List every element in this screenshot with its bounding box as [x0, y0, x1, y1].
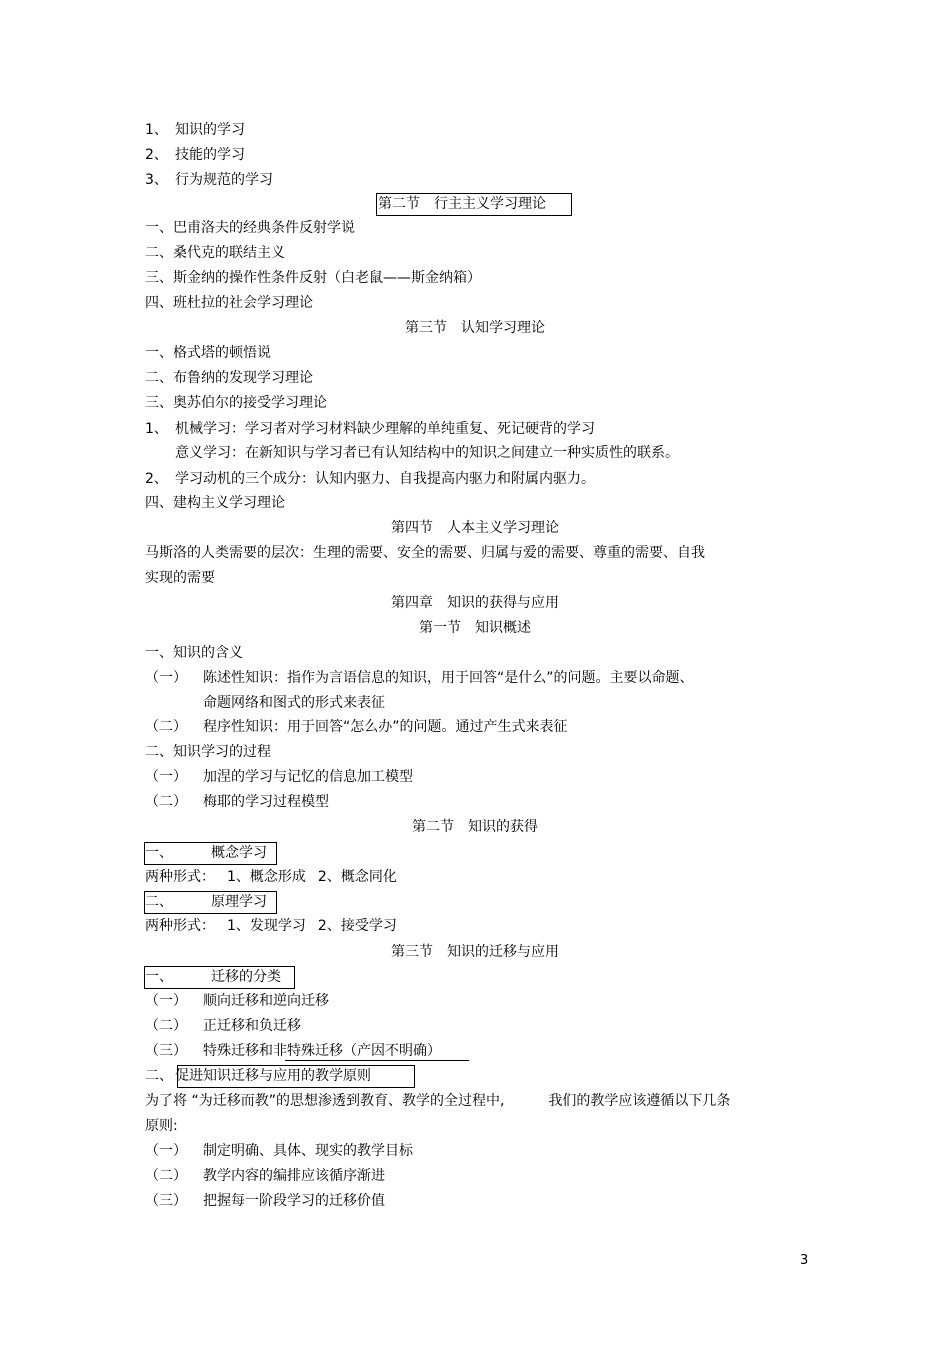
paragraph-line: 马斯洛的人类需要的层次：生理的需要、安全的需要、归属与爱的需要、尊重的需要、自我	[145, 545, 705, 561]
paragraph-line: 意义学习：在新知识与学习者已有认知结构中的知识之间建立一种实质性的联系。	[175, 445, 679, 461]
list-item: 一、格式塔的顿悟说	[145, 345, 271, 361]
section-heading: 第二节 知识的获得	[412, 819, 538, 835]
boxed-heading: 一、 概念学习	[145, 845, 267, 861]
list-item: （二） 正迁移和负迁移	[145, 1018, 301, 1034]
boxed-heading: 二、 促进知识迁移与应用的教学原则	[145, 1068, 371, 1084]
underline-rule	[285, 1060, 469, 1061]
list-item: （二） 梅耶的学习过程模型	[145, 794, 329, 810]
list-item: （一） 陈述性知识：指作为言语信息的知识，用于回答“是什么”的问题。主要以命题、	[145, 670, 694, 686]
page-number: 3	[800, 1253, 809, 1268]
paragraph-line: 两种形式： 1、概念形成 2、概念同化	[145, 869, 397, 885]
list-item: 一、知识的含义	[145, 645, 243, 661]
section-heading: 第三节 认知学习理论	[405, 320, 545, 336]
list-item: 2、 学习动机的三个成分：认知内驱力、自我提高内驱力和附属内驱力。	[145, 471, 595, 487]
section-heading: 第三节 知识的迁移与应用	[391, 944, 559, 960]
paragraph-line: 实现的需要	[145, 570, 215, 586]
section-heading: 第一节 知识概述	[419, 620, 531, 636]
list-item: 一、巴甫洛夫的经典条件反射学说	[145, 220, 355, 236]
list-item: 四、建构主义学习理论	[145, 495, 285, 511]
list-item: （一） 制定明确、具体、现实的教学目标	[145, 1143, 413, 1159]
list-item: 2、 技能的学习	[145, 147, 245, 163]
list-item: 三、斯金纳的操作性条件反射（白老鼠——斯金纳箱）	[145, 270, 481, 286]
section-heading: 第二节 行主主义学习理论	[378, 196, 546, 212]
boxed-heading: 一、 迁移的分类	[145, 969, 281, 985]
paragraph-line: 为了将 “为迁移而教”的思想渗透到教育、教学的全过程中, 我们的教学应该遵循以下几条	[145, 1093, 731, 1109]
list-item: 1、 机械学习：学习者对学习材料缺少理解的单纯重复、死记硬背的学习	[145, 421, 595, 437]
list-item: 二、桑代克的联结主义	[145, 245, 285, 261]
list-item: 四、班杜拉的社会学习理论	[145, 295, 313, 311]
list-item: 1、 知识的学习	[145, 122, 245, 138]
boxed-heading: 二、 原理学习	[145, 894, 267, 910]
section-heading: 第四节 人本主义学习理论	[391, 520, 559, 536]
paragraph-line: 命题网络和图式的形式来表征	[203, 695, 385, 711]
list-item: 二、布鲁纳的发现学习理论	[145, 370, 313, 386]
list-item: 三、奥苏伯尔的接受学习理论	[145, 395, 327, 411]
list-item: 二、知识学习的过程	[145, 744, 271, 760]
list-item: （三） 把握每一阶段学习的迁移价值	[145, 1193, 385, 1209]
paragraph-line: 两种形式： 1、发现学习 2、接受学习	[145, 918, 397, 934]
list-item: （三） 特殊迁移和非特殊迁移（产因不明确）	[145, 1043, 441, 1059]
list-item: （一） 顺向迁移和逆向迁移	[145, 993, 329, 1009]
list-item: （二） 教学内容的编排应该循序渐进	[145, 1168, 385, 1184]
chapter-heading: 第四章 知识的获得与应用	[391, 595, 559, 611]
paragraph-line: 原则:	[145, 1118, 178, 1134]
list-item: （一） 加涅的学习与记忆的信息加工模型	[145, 769, 413, 785]
list-item: （二） 程序性知识：用于回答“怎么办”的问题。通过产生式来表征	[145, 719, 568, 735]
list-item: 3、 行为规范的学习	[145, 172, 273, 188]
